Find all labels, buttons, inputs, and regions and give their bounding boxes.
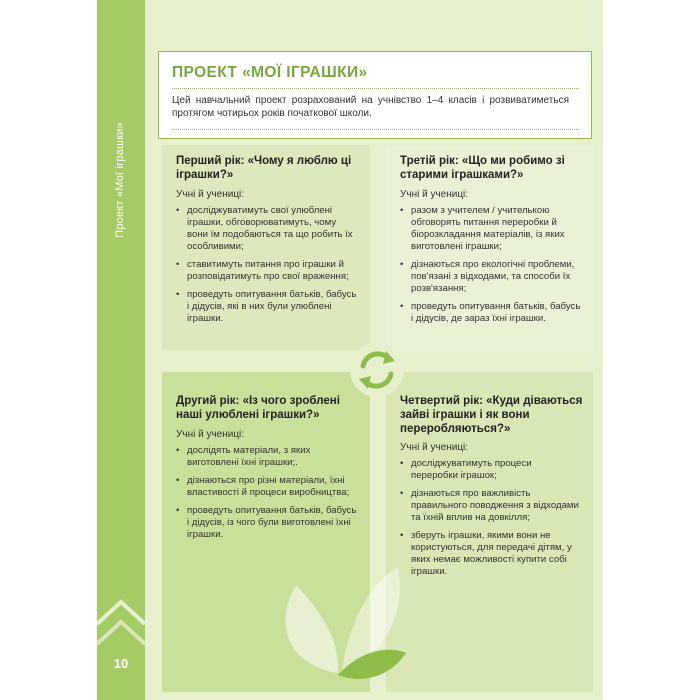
divider (172, 88, 579, 89)
year-four-card (386, 372, 593, 692)
intro-text: Цей навчальний проект розрахований на учнівство 1–4 класів і розвиватиметься протягом чотирьох років початкової школи. (172, 95, 569, 119)
card-list (400, 205, 581, 331)
card-subtitle: Учні й учениці: (176, 189, 245, 200)
sidebar-label: Проект «Мої іграшки» (114, 122, 126, 238)
card-title: Другий рік: «Із чого зроблені наші улюблені іграшки?» (176, 395, 340, 421)
page-title: ПРОЕКТ «МОЇ ІГРАШКИ» (172, 64, 368, 81)
list-item: • дослідять матеріали, з яких виготовлені їхні іграшки;. (176, 445, 358, 469)
card-subtitle: Учні й учениці: (400, 189, 469, 200)
sidebar (97, 0, 145, 700)
card-list (400, 458, 581, 584)
card-list (176, 205, 358, 331)
card-list (176, 445, 358, 547)
list-item: • досліджуватимуть свої улюблені іграшки, обговорюватимуть, чому вони їм подобаються та що робить їх особливими; (176, 205, 358, 253)
list-item: • дізнаються про екологічні проблеми, пов'язані з відходами, та способи їх розв'язання; (400, 259, 581, 295)
year-three-card (386, 145, 593, 350)
page-number: 10 (113, 656, 129, 671)
divider (172, 129, 579, 130)
list-item: • проведуть опитування батьків, бабусь і дідусів, де зараз їхні іграшки. (400, 301, 581, 325)
header-box (158, 51, 592, 139)
year-one-card (162, 145, 370, 350)
card-title: Четвертий рік: «Куди діваються зайві іграшки і як вони переробляються?» (400, 395, 583, 435)
list-item: • досліджуватимуть процеси переробки іграшок; (400, 458, 581, 482)
list-item: • проведуть опитування батьків, бабусь і дідусів, які в них були улюблені іграшки. (176, 289, 358, 325)
leaf-icon (268, 555, 408, 685)
list-item: • зберуть іграшки, якими вони не користуються, для передачі дітям, у яких немає можливості купити собі іграшки. (400, 530, 581, 578)
list-item: • проведуть опитування батьків, бабусь і дідусів, із чого були виготовлені їхні іграшки. (176, 505, 358, 541)
recycle-icon (349, 342, 405, 398)
card-subtitle: Учні й учениці: (176, 429, 245, 440)
card-title: Перший рік: «Чому я люблю ці іграшки?» (176, 155, 352, 181)
list-item: • ставитимуть питання про іграшки й розповідатимуть про свої враження; (176, 259, 358, 283)
card-subtitle: Учні й учениці: (400, 442, 469, 453)
list-item: • дізнаються про важливість правильного поводження з відходами та їхній вплив на довкілля; (400, 488, 581, 524)
list-item: • дізнаються про різні матеріали, їхні властивості й процеси виробництва; (176, 475, 358, 499)
card-title: Третій рік: «Що ми робимо зі старими іграшками?» (400, 155, 565, 181)
list-item: • разом з учителем / учителькою обговорять питання переробки й біорозкладання матеріалів, із яких виготовлені іграшки; (400, 205, 581, 253)
